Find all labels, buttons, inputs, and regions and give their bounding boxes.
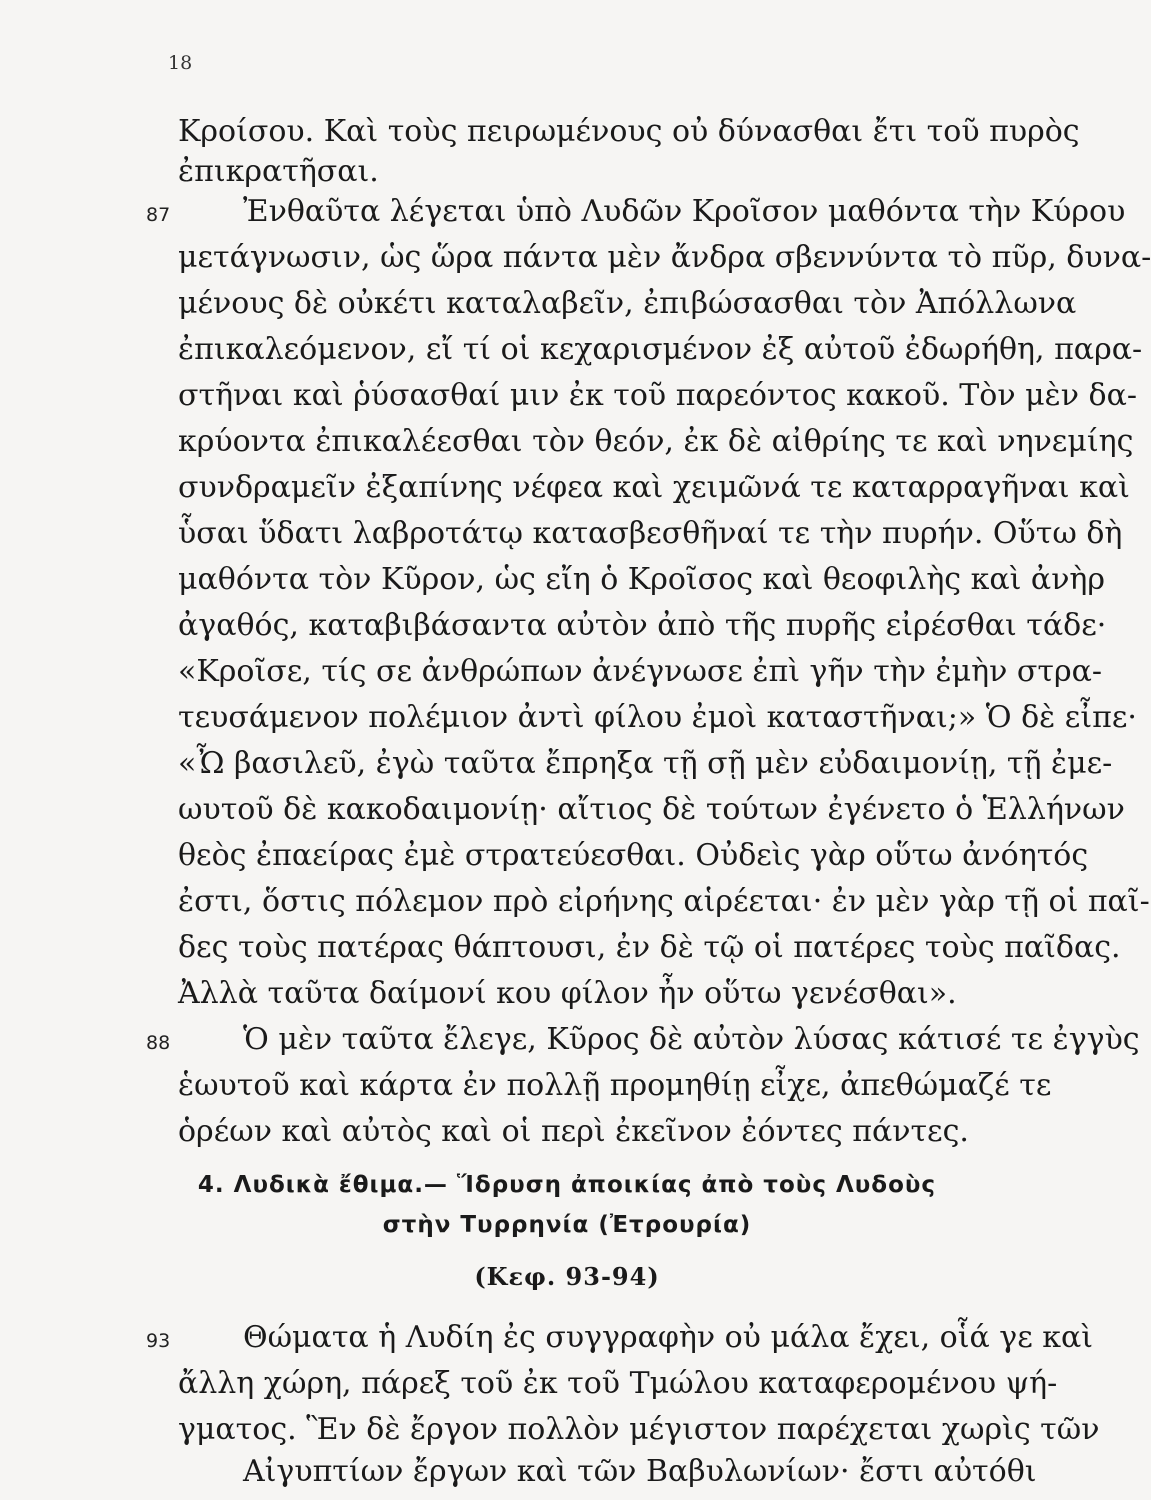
text-line: μένους δὲ οὐκέτι καταλαβεῖν, ἐπιβώσασθαι τὸν Ἀπόλλωνα	[178, 286, 1077, 321]
text-line: κρύοντα ἐπικαλέεσθαι τὸν θεόν, ἐκ δὲ αἰθρίης τε καὶ νηνεμίης	[178, 424, 1134, 459]
text-line: ἀγαθός, καταβιβάσαντα αὐτὸν ἀπὸ τῆς πυρῆς εἰρέσθαι τάδε·	[178, 608, 1107, 643]
text-line: Ὁ μὲν ταῦτα ἔλεγε, Κῦρος δὲ αὐτὸν λύσας κάτισέ τε ἐγγὺς	[243, 1022, 1140, 1057]
text-line: ἑωυτοῦ καὶ κάρτα ἐν πολλῇ προμηθίῃ εἶχε, ἀπεθώμαζέ τε	[178, 1068, 1052, 1103]
text-line: συνδραμεῖν ἐξαπίνης νέφεα καὶ χειμῶνά τε καταρραγῆναι καὶ	[178, 470, 1130, 505]
section-heading: στὴν Τυρρηνία (Ἐτρουρία)	[382, 1212, 752, 1238]
text-line: Κροίσου. Καὶ τοὺς πειρωμένους οὐ δύνασθαι ἔτι τοῦ πυρὸς	[178, 114, 1080, 149]
text-line: Θώματα ἡ Λυδίη ἐς συγγραφὴν οὐ μάλα ἔχει, οἷά γε καὶ	[243, 1320, 1094, 1355]
text-line: μετάγνωσιν, ὡς ὥρα πάντα μὲν ἄνδρα σβεννύντα τὸ πῦρ, δυνα-	[178, 240, 1151, 275]
text-line: Αἰγυπτίων ἔργων καὶ τῶν Βαβυλωνίων· ἔστι αὐτόθι	[243, 1454, 1037, 1489]
text-line: ἐπικαλεόμενον, εἴ τί οἱ κεχαρισμένον ἐξ αὐτοῦ ἐδωρήθη, παρα-	[178, 332, 1143, 367]
margin-number-93: 93	[146, 1330, 171, 1352]
page-number: 18	[168, 52, 193, 74]
text-line: ὗσαι ὕδατι λαβροτάτῳ κατασβεσθῆναί τε τὴν πυρήν. Οὕτω δὴ	[178, 516, 1123, 551]
section-heading: 4. Λυδικὰ ἔθιμα.— Ἵδρυση ἀποικίας ἀπὸ τοὺς Λυδοὺς	[197, 1172, 937, 1198]
text-line: ωυτοῦ δὲ κακοδαιμονίῃ· αἴτιος δὲ τούτων ἐγένετο ὁ Ἑλλήνων	[178, 792, 1125, 827]
chapter-reference: (Κεφ. 93-94)	[474, 1262, 660, 1291]
text-line: θεὸς ἐπαείρας ἐμὲ στρατεύεσθαι. Οὐδεὶς γὰρ οὕτω ἀνόητός	[178, 838, 1089, 873]
text-line: «Κροῖσε, τίς σε ἀνθρώπων ἀνέγνωσε ἐπὶ γῆν τὴν ἐμὴν στρα-	[178, 654, 1102, 689]
text-line: Ἐνθαῦτα λέγεται ὑπὸ Λυδῶν Κροῖσον μαθόντα τὴν Κύρου	[243, 194, 1126, 229]
text-line: τευσάμενον πολέμιον ἀντὶ φίλου ἐμοὶ καταστῆναι;» Ὁ δὲ εἶπε·	[178, 700, 1137, 735]
text-line: μαθόντα τὸν Κῦρον, ὡς εἴη ὁ Κροῖσος καὶ θεοφιλὴς καὶ ἀνὴρ	[178, 562, 1106, 597]
margin-number-87: 87	[146, 204, 171, 226]
text-line: ἄλλη χώρη, πάρεξ τοῦ ἐκ τοῦ Τμώλου καταφερομένου ψή-	[178, 1366, 1058, 1401]
text-line: γματος. Ἓν δὲ ἔργον πολλὸν μέγιστον παρέχεται χωρὶς τῶν	[178, 1412, 1100, 1447]
text-line: ἐπικρατῆσαι.	[178, 154, 379, 189]
text-line: ἐστι, ὅστις πόλεμον πρὸ εἰρήνης αἱρέεται· ἐν μὲν γὰρ τῇ οἱ παῖ-	[178, 884, 1150, 919]
text-line: «Ὦ βασιλεῦ, ἐγὼ ταῦτα ἔπρηξα τῇ σῇ μὲν εὐδαιμονίῃ, τῇ ἐμε-	[178, 746, 1113, 781]
text-line: Ἀλλὰ ταῦτα δαίμονί κου φίλον ἦν οὕτω γενέσθαι».	[178, 976, 957, 1011]
text-line: στῆναι καὶ ῥύσασθαί μιν ἐκ τοῦ παρεόντος κακοῦ. Τὸν μὲν δα-	[178, 378, 1137, 413]
text-line: ὁρέων καὶ αὐτὸς καὶ οἱ περὶ ἐκεῖνον ἐόντες πάντες.	[178, 1114, 969, 1149]
margin-number-88: 88	[146, 1032, 171, 1054]
text-line: δες τοὺς πατέρας θάπτουσι, ἐν δὲ τῷ οἱ πατέρες τοὺς παῖδας.	[178, 930, 1121, 965]
